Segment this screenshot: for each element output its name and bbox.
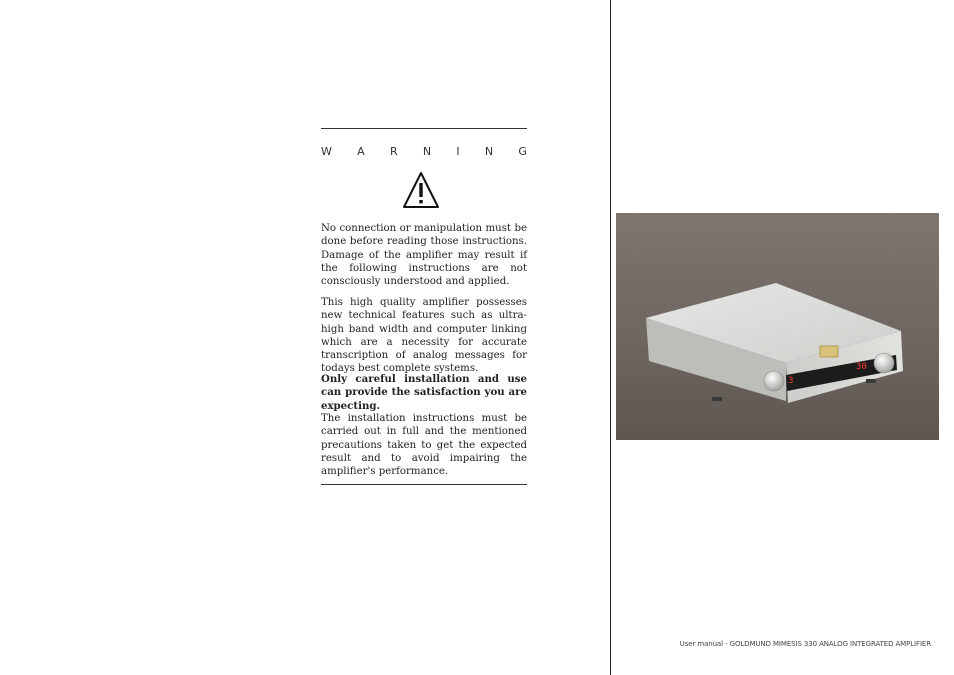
display-right-digits: 30 <box>856 362 867 372</box>
footer-text: User manual - GOLDMUND MIMESIS 330 ANALOG INTEGRATED AMPLIFIER <box>679 640 931 648</box>
warning-letter: N <box>422 145 432 158</box>
paragraph-careful-installation: Only careful installation and use can provide the satisfaction you are expecting. <box>321 373 527 412</box>
warning-letter: A <box>357 145 365 158</box>
amplifier-photo <box>616 213 939 440</box>
warning-letter: N <box>484 145 494 158</box>
display-left-digit: 3 <box>788 376 794 386</box>
warning-letter: I <box>456 145 460 158</box>
warning-letter: W <box>321 145 332 158</box>
page-divider <box>610 0 611 675</box>
warning-letter: R <box>389 145 398 158</box>
warning-triangle-icon <box>402 170 440 210</box>
paragraph-high-quality: This high quality amplifier possesses new technical features such as ultra-high band width and computer linking which are a necessity for accurate transcription of analog messages for todays best complete systems. <box>321 297 527 375</box>
bottom-rule <box>321 484 527 485</box>
warning-letter: G <box>518 145 527 158</box>
paragraph-installation-instructions: The installation instructions must be carried out in full and the mentioned precautions taken to get the expected result and to avoid impairing the amplifier's performance. <box>321 413 527 478</box>
warning-title <box>321 145 527 161</box>
paragraph-no-connection: No connection or manipulation must be done before reading those instructions. Damage of the amplifier may result if the following instructions are not consciously understood and applied. <box>321 223 527 288</box>
top-rule <box>321 128 527 129</box>
